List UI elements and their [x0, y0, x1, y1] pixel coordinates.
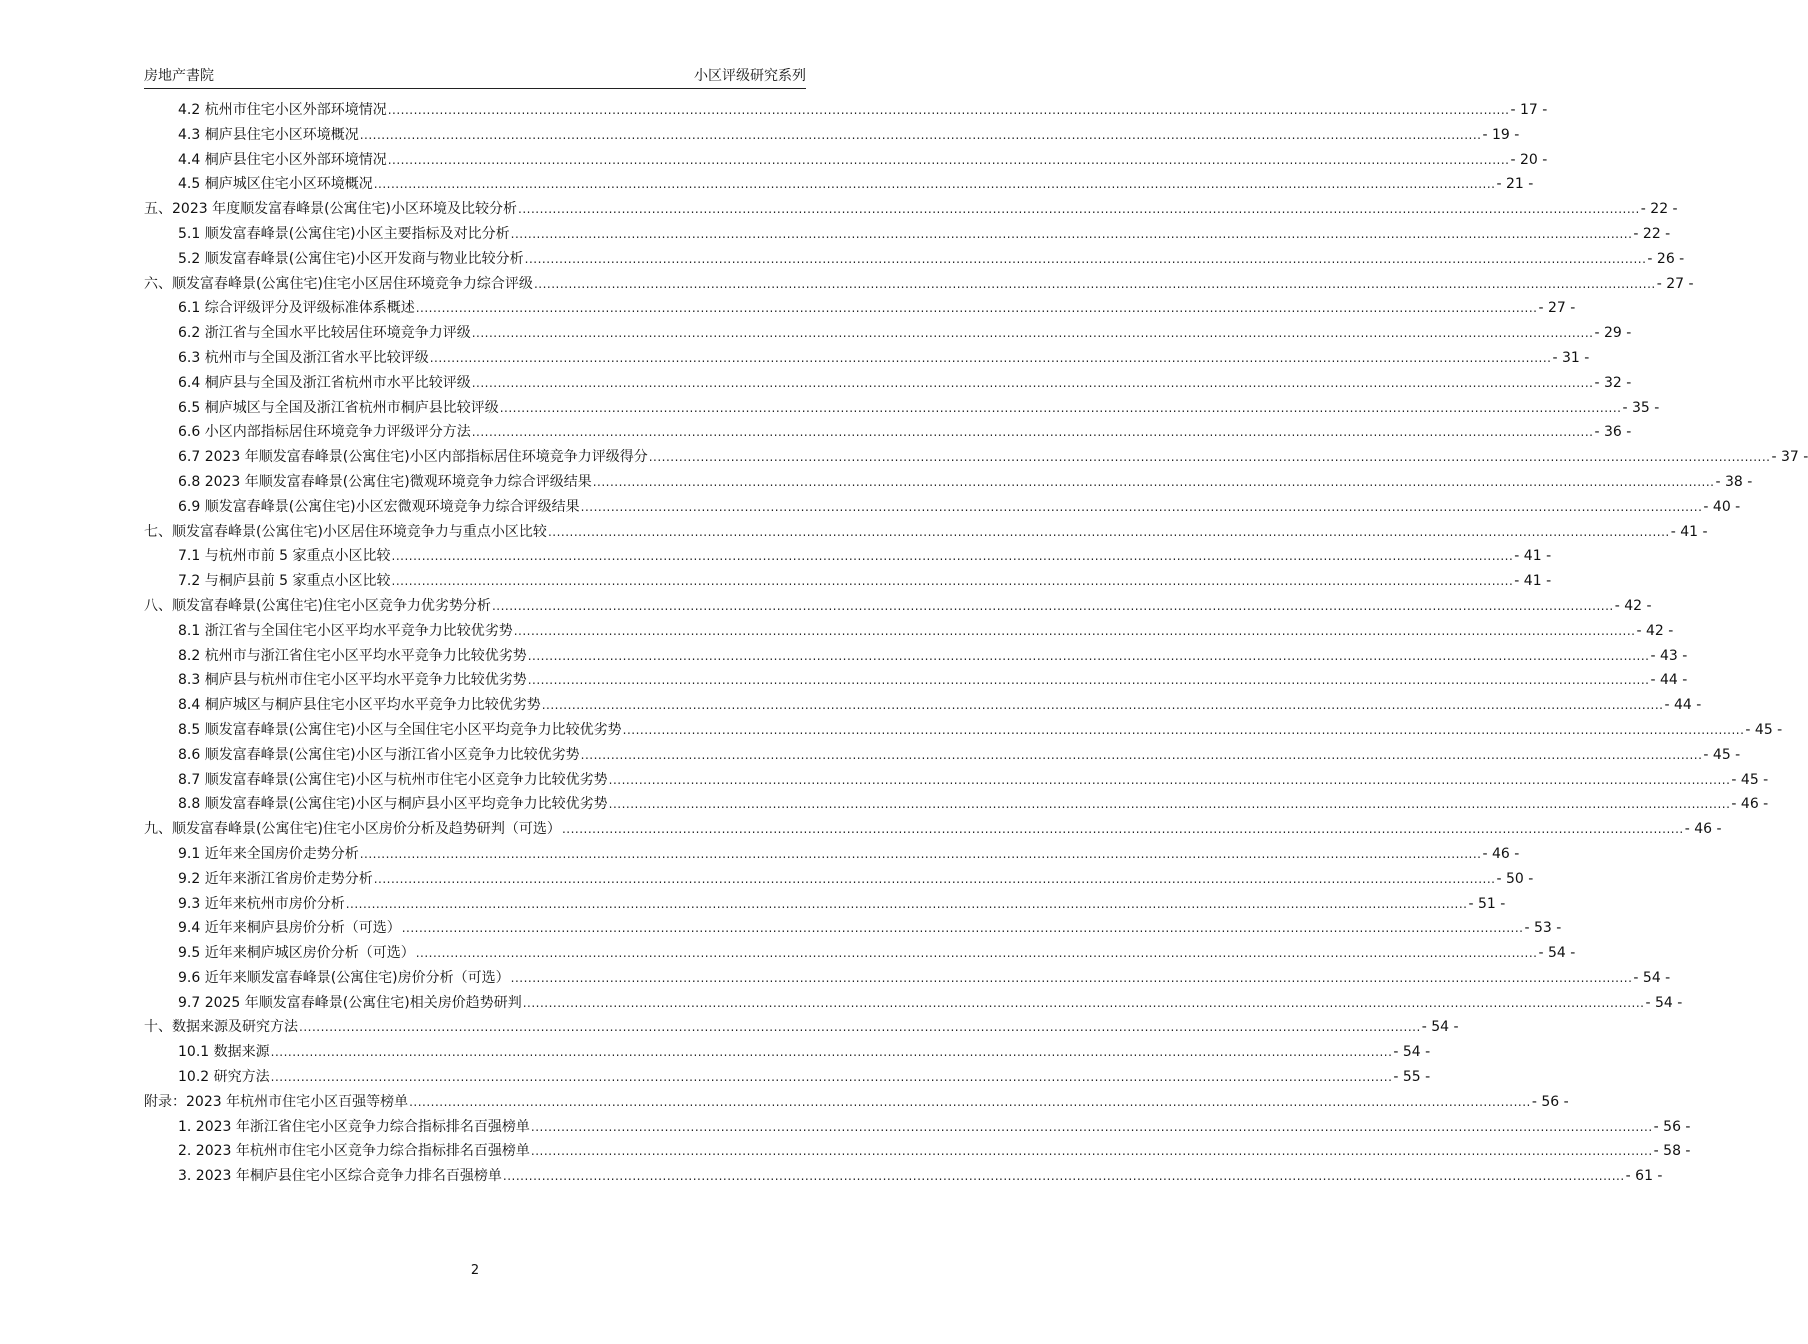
toc-entry-title: 9.6 近年来顺发富春峰景(公寓住宅)房价分析（可选）: [178, 969, 510, 986]
toc-entry-page: - 61 -: [1625, 1168, 1663, 1185]
toc-entry-page: - 46 -: [1684, 821, 1722, 838]
toc-section-entry[interactable]: [144, 966, 1671, 991]
toc-section-entry[interactable]: [144, 247, 1685, 272]
toc-entry-title: 4.5 桐庐城区住宅小区环境概况: [178, 176, 373, 193]
toc-entry-page: - 56 -: [1653, 1118, 1691, 1135]
toc-section-entry[interactable]: [144, 991, 1683, 1016]
toc-entry-title: 4.2 杭州市住宅小区外部环境情况: [178, 102, 387, 118]
toc-section-entry[interactable]: [144, 544, 1552, 569]
toc-dot-leader: ....................................................................................................................................................................................................................................................................: [471, 375, 1594, 390]
toc-dot-leader: ....................................................................................................................................................................................................................................................................: [415, 946, 1538, 961]
toc-entry-title: 2. 2023 年杭州市住宅小区竞争力综合指标排名百强榜单: [178, 1143, 530, 1160]
toc-section-entry[interactable]: [144, 1040, 1431, 1065]
toc-section-entry[interactable]: [144, 1065, 1431, 1090]
toc-entry-page: - 42 -: [1636, 622, 1674, 639]
toc-dot-leader: ....................................................................................................................................................................................................................................................................: [373, 871, 1496, 886]
toc-dot-leader: ....................................................................................................................................................................................................................................................................: [471, 326, 1594, 341]
toc-entry-title: 5.2 顺发富春峰景(公寓住宅)小区开发商与物业比较分析: [178, 250, 524, 267]
toc-dot-leader: ....................................................................................................................................................................................................................................................................: [270, 1070, 1393, 1085]
toc-dot-leader: ....................................................................................................................................................................................................................................................................: [608, 772, 1731, 787]
toc-dot-leader: ....................................................................................................................................................................................................................................................................: [580, 747, 1703, 762]
toc-section-entry[interactable]: [144, 222, 1671, 247]
toc-entry-page: - 45 -: [1703, 746, 1741, 763]
toc-entry-title: 十、数据来源及研究方法: [144, 1019, 298, 1036]
toc-chapter-entry[interactable]: [144, 594, 1652, 619]
toc-dot-leader: ....................................................................................................................................................................................................................................................................: [387, 103, 1510, 117]
toc-section-entry[interactable]: [144, 346, 1590, 371]
toc-entry-title: 6.1 综合评级评分及评级标准体系概述: [178, 300, 415, 317]
toc-entry-page: - 32 -: [1594, 374, 1632, 391]
toc-entry-title: 七、顺发富春峰景(公寓住宅)小区居住环境竞争力与重点小区比较: [144, 523, 547, 540]
toc-dot-leader: ....................................................................................................................................................................................................................................................................: [415, 301, 1538, 316]
toc-dot-leader: ....................................................................................................................................................................................................................................................................: [530, 1144, 1653, 1159]
toc-entry-title: 10.1 数据来源: [178, 1044, 270, 1061]
toc-entry-page: - 54 -: [1538, 945, 1576, 962]
toc-dot-leader: ....................................................................................................................................................................................................................................................................: [429, 350, 1552, 365]
toc-entry-page: - 42 -: [1614, 597, 1652, 614]
toc-entry-page: - 20 -: [1510, 151, 1548, 168]
toc-entry-page: - 38 -: [1715, 473, 1753, 490]
toc-entry-page: - 22 -: [1633, 225, 1671, 242]
toc-dot-leader: ....................................................................................................................................................................................................................................................................: [510, 226, 1633, 241]
toc-entry-title: 6.9 顺发富春峰景(公寓住宅)小区宏微观环境竞争力综合评级结果: [178, 498, 580, 515]
toc-entry-page: - 56 -: [1531, 1093, 1569, 1110]
toc-entry-title: 8.5 顺发富春峰景(公寓住宅)小区与全国住宅小区平均竞争力比较优劣势: [178, 721, 622, 738]
toc-section-entry[interactable]: [144, 495, 1741, 520]
toc-dot-leader: ....................................................................................................................................................................................................................................................................: [608, 797, 1731, 812]
toc-section-entry[interactable]: [144, 916, 1562, 941]
toc-entry-title: 8.3 桐庐县与杭州市住宅小区平均水平竞争力比较优劣势: [178, 672, 527, 689]
toc-dot-leader: ....................................................................................................................................................................................................................................................................: [391, 574, 1514, 589]
toc-section-entry[interactable]: [144, 123, 1520, 148]
toc-section-entry[interactable]: [144, 693, 1702, 718]
toc-dot-leader: ....................................................................................................................................................................................................................................................................: [580, 499, 1703, 514]
toc-dot-leader: ....................................................................................................................................................................................................................................................................: [541, 698, 1664, 713]
toc-dot-leader: ....................................................................................................................................................................................................................................................................: [502, 1169, 1625, 1184]
toc-chapter-entry[interactable]: [144, 272, 1694, 297]
toc-entry-title: 9.1 近年来全国房价走势分析: [178, 845, 359, 862]
toc-section-entry[interactable]: [144, 1115, 1691, 1140]
toc-dot-leader: ....................................................................................................................................................................................................................................................................: [527, 648, 1650, 663]
toc-section-entry[interactable]: [144, 1139, 1691, 1164]
toc-chapter-entry[interactable]: [144, 197, 1678, 222]
toc-dot-leader: ....................................................................................................................................................................................................................................................................: [513, 623, 1636, 638]
toc-entry-page: - 36 -: [1594, 424, 1632, 441]
toc-entry-title: 九、顺发富春峰景(公寓住宅)住宅小区房价分析及趋势研判（可选）: [144, 821, 561, 838]
toc-section-entry[interactable]: [144, 296, 1576, 321]
toc-entry-page: - 54 -: [1393, 1044, 1431, 1061]
toc-entry-title: 6.6 小区内部指标居住环境竞争力评级评分方法: [178, 424, 471, 441]
toc-dot-leader: ....................................................................................................................................................................................................................................................................: [522, 995, 1645, 1010]
page-header: [144, 66, 806, 89]
toc-entry-page: - 37 -: [1771, 449, 1808, 466]
toc-section-entry[interactable]: [144, 1164, 1663, 1189]
toc-section-entry[interactable]: [144, 148, 1548, 173]
toc-section-entry[interactable]: [144, 321, 1632, 346]
toc-section-entry[interactable]: [144, 892, 1506, 917]
toc-entry-page: - 45 -: [1731, 771, 1769, 788]
toc-entry-page: - 41 -: [1514, 573, 1552, 590]
toc-entry-title: 六、顺发富春峰景(公寓住宅)住宅小区居住环境竞争力综合评级: [144, 275, 533, 292]
toc-section-entry[interactable]: [144, 644, 1688, 669]
toc-dot-leader: ....................................................................................................................................................................................................................................................................: [359, 127, 1482, 142]
toc-entry-title: 8.8 顺发富春峰景(公寓住宅)小区与桐庐县小区平均竞争力比较优劣势: [178, 796, 608, 813]
toc-dot-leader: ....................................................................................................................................................................................................................................................................: [622, 722, 1745, 737]
toc-entry-page: - 40 -: [1703, 498, 1741, 515]
toc-dot-leader: ....................................................................................................................................................................................................................................................................: [373, 177, 1496, 192]
toc-dot-leader: ....................................................................................................................................................................................................................................................................: [533, 276, 1656, 291]
toc-entry-page: - 55 -: [1393, 1069, 1431, 1086]
toc-entry-page: - 29 -: [1594, 325, 1632, 342]
toc-entry-page: - 17 -: [1510, 102, 1548, 118]
toc-section-entry[interactable]: [144, 569, 1552, 594]
toc-entry-title: 五、2023 年度顺发富春峰景(公寓住宅)小区环境及比较分析: [144, 201, 518, 218]
toc-dot-leader: ....................................................................................................................................................................................................................................................................: [491, 598, 1614, 613]
toc-entry-page: - 51 -: [1468, 895, 1506, 912]
toc-section-entry[interactable]: [144, 445, 1808, 470]
toc-entry-page: - 54 -: [1633, 969, 1671, 986]
toc-dot-leader: ....................................................................................................................................................................................................................................................................: [270, 1045, 1393, 1060]
toc-section-entry[interactable]: [144, 668, 1688, 693]
toc-dot-leader: ....................................................................................................................................................................................................................................................................: [527, 673, 1650, 688]
toc-dot-leader: ....................................................................................................................................................................................................................................................................: [524, 251, 1647, 266]
toc-section-entry[interactable]: [144, 98, 1548, 123]
toc-entry-page: - 46 -: [1731, 796, 1769, 813]
toc-section-entry[interactable]: [144, 718, 1783, 743]
toc-entry-title: 8.6 顺发富春峰景(公寓住宅)小区与浙江省小区竞争力比较优劣势: [178, 746, 580, 763]
toc-entry-page: - 46 -: [1482, 845, 1520, 862]
toc-entry-title: 8.4 桐庐城区与桐庐县住宅小区平均水平竞争力比较优劣势: [178, 697, 541, 714]
toc-entry-page: - 53 -: [1524, 920, 1562, 937]
toc-dot-leader: ....................................................................................................................................................................................................................................................................: [518, 202, 1640, 217]
toc-entry-page: - 21 -: [1496, 176, 1534, 193]
table-of-contents: [144, 98, 1808, 1189]
toc-entry-page: - 31 -: [1552, 349, 1590, 366]
toc-entry-title: 4.3 桐庐县住宅小区环境概况: [178, 126, 359, 143]
header-publisher: 房地产書院: [144, 68, 214, 84]
toc-entry-title: 6.5 桐庐城区与全国及浙江省杭州市桐庐县比较评级: [178, 399, 499, 416]
toc-dot-leader: ....................................................................................................................................................................................................................................................................: [409, 1094, 1531, 1109]
toc-entry-title: 5.1 顺发富春峰景(公寓住宅)小区主要指标及对比分析: [178, 225, 510, 242]
toc-entry-page: - 35 -: [1622, 399, 1660, 416]
toc-entry-title: 6.4 桐庐县与全国及浙江省杭州市水平比较评级: [178, 374, 471, 391]
toc-entry-title: 3. 2023 年桐庐县住宅小区综合竞争力排名百强榜单: [178, 1168, 502, 1185]
toc-entry-page: - 27 -: [1656, 275, 1694, 292]
toc-entry-title: 附录：2023 年杭州市住宅小区百强等榜单: [144, 1093, 409, 1110]
toc-dot-leader: ....................................................................................................................................................................................................................................................................: [359, 846, 1482, 861]
toc-chapter-entry[interactable]: [144, 1090, 1569, 1115]
toc-section-entry[interactable]: [144, 792, 1769, 817]
toc-entry-title: 4.4 桐庐县住宅小区外部环境情况: [178, 151, 387, 168]
toc-entry-title: 9.2 近年来浙江省房价走势分析: [178, 870, 373, 887]
toc-dot-leader: ....................................................................................................................................................................................................................................................................: [592, 474, 1715, 489]
toc-chapter-entry[interactable]: [144, 520, 1708, 545]
toc-entry-title: 八、顺发富春峰景(公寓住宅)住宅小区竞争力优劣势分析: [144, 597, 491, 614]
toc-entry-page: - 26 -: [1647, 250, 1685, 267]
toc-chapter-entry[interactable]: [144, 1015, 1459, 1040]
toc-section-entry[interactable]: [144, 371, 1632, 396]
toc-section-entry[interactable]: [144, 941, 1576, 966]
toc-dot-leader: ....................................................................................................................................................................................................................................................................: [391, 549, 1514, 564]
toc-entry-page: - 44 -: [1664, 697, 1702, 714]
toc-entry-page: - 58 -: [1653, 1143, 1691, 1160]
toc-dot-leader: ....................................................................................................................................................................................................................................................................: [547, 524, 1670, 539]
toc-dot-leader: ....................................................................................................................................................................................................................................................................: [561, 822, 1684, 837]
toc-section-entry[interactable]: [144, 396, 1660, 421]
toc-entry-title: 6.2 浙江省与全国水平比较居住环境竞争力评级: [178, 325, 471, 342]
toc-dot-leader: ....................................................................................................................................................................................................................................................................: [510, 970, 1633, 985]
toc-dot-leader: ....................................................................................................................................................................................................................................................................: [299, 1020, 1421, 1035]
toc-section-entry[interactable]: [144, 867, 1534, 892]
toc-dot-leader: ....................................................................................................................................................................................................................................................................: [345, 896, 1468, 911]
header-series-title: 小区评级研究系列: [694, 68, 806, 84]
toc-section-entry[interactable]: [144, 842, 1520, 867]
toc-entry-title: 7.1 与杭州市前 5 家重点小区比较: [178, 548, 391, 565]
toc-entry-title: 9.7 2025 年顺发富春峰景(公寓住宅)相关房价趋势研判: [178, 994, 522, 1011]
toc-entry-page: - 41 -: [1670, 523, 1708, 540]
toc-dot-leader: ....................................................................................................................................................................................................................................................................: [648, 450, 1771, 465]
toc-entry-page: - 43 -: [1650, 647, 1688, 664]
toc-entry-title: 9.5 近年来桐庐城区房价分析（可选）: [178, 945, 415, 962]
toc-dot-leader: ....................................................................................................................................................................................................................................................................: [499, 400, 1622, 415]
toc-section-entry[interactable]: [144, 172, 1534, 197]
toc-entry-title: 10.2 研究方法: [178, 1069, 270, 1086]
toc-entry-page: - 27 -: [1538, 300, 1576, 317]
toc-entry-page: - 50 -: [1496, 870, 1534, 887]
toc-entry-title: 8.7 顺发富春峰景(公寓住宅)小区与杭州市住宅小区竞争力比较优劣势: [178, 771, 608, 788]
toc-entry-page: - 54 -: [1645, 994, 1683, 1011]
toc-entry-page: - 54 -: [1421, 1019, 1459, 1036]
toc-entry-title: 8.2 杭州市与浙江省住宅小区平均水平竞争力比较优劣势: [178, 647, 527, 664]
toc-entry-title: 9.4 近年来桐庐县房价分析（可选）: [178, 920, 401, 937]
toc-entry-title: 9.3 近年来杭州市房价分析: [178, 895, 345, 912]
toc-entry-page: - 45 -: [1745, 721, 1783, 738]
toc-section-entry[interactable]: [144, 470, 1753, 495]
toc-entry-page: - 44 -: [1650, 672, 1688, 689]
toc-section-entry[interactable]: [144, 768, 1769, 793]
toc-entry-title: 1. 2023 年浙江省住宅小区竞争力综合指标排名百强榜单: [178, 1118, 530, 1135]
toc-entry-title: 6.3 杭州市与全国及浙江省水平比较评级: [178, 349, 429, 366]
toc-section-entry[interactable]: [144, 743, 1741, 768]
page-number: 2: [470, 1263, 480, 1278]
toc-entry-title: 7.2 与桐庐县前 5 家重点小区比较: [178, 573, 391, 590]
toc-dot-leader: ....................................................................................................................................................................................................................................................................: [530, 1119, 1653, 1134]
toc-section-entry[interactable]: [144, 420, 1632, 445]
toc-entry-page: - 19 -: [1482, 126, 1520, 143]
toc-section-entry[interactable]: [144, 619, 1674, 644]
toc-chapter-entry[interactable]: [144, 817, 1722, 842]
toc-dot-leader: ....................................................................................................................................................................................................................................................................: [401, 921, 1524, 936]
toc-entry-page: - 22 -: [1640, 201, 1678, 218]
toc-dot-leader: ....................................................................................................................................................................................................................................................................: [471, 425, 1594, 440]
toc-entry-page: - 41 -: [1514, 548, 1552, 565]
toc-entry-title: 8.1 浙江省与全国住宅小区平均水平竞争力比较优劣势: [178, 622, 513, 639]
toc-dot-leader: ....................................................................................................................................................................................................................................................................: [387, 152, 1510, 167]
toc-entry-title: 6.7 2023 年顺发富春峰景(公寓住宅)小区内部指标居住环境竞争力评级得分: [178, 449, 648, 466]
toc-entry-title: 6.8 2023 年顺发富春峰景(公寓住宅)微观环境竞争力综合评级结果: [178, 473, 592, 490]
